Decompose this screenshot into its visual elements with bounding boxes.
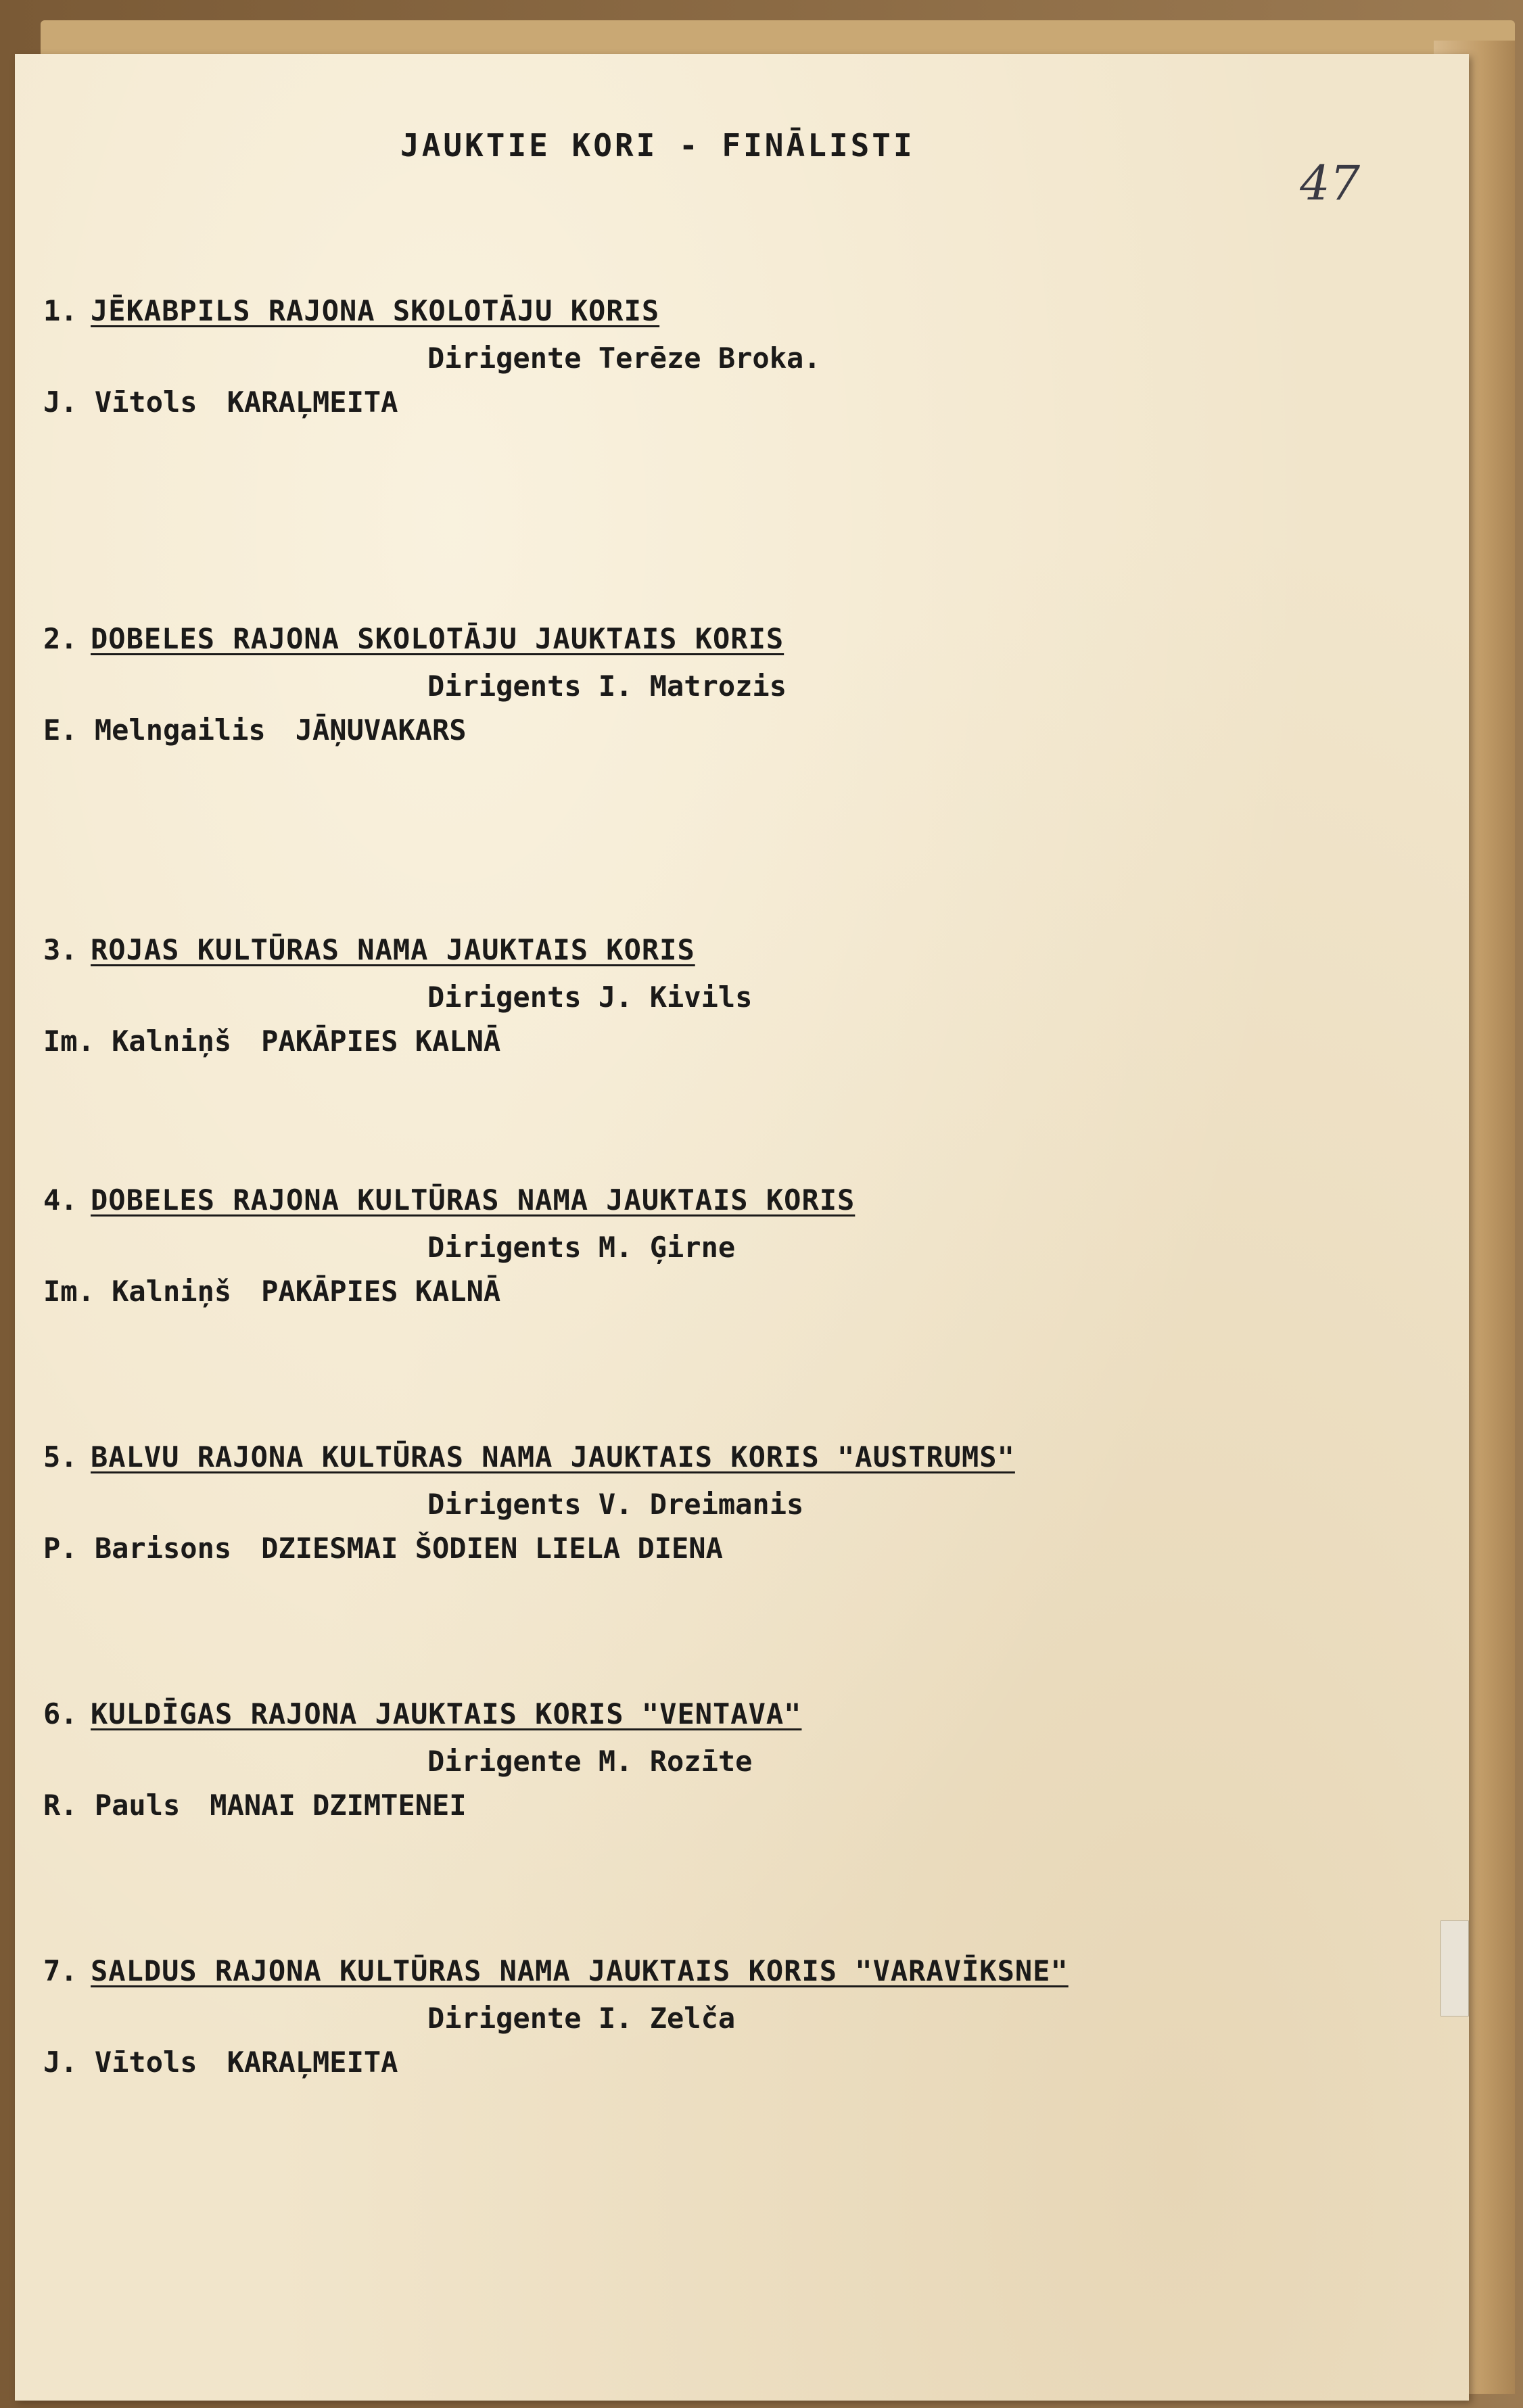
page-title: JAUKTIE KORI - FINĀLISTI	[400, 127, 915, 164]
repertoire-line	[43, 385, 398, 419]
song-title: KARAĻMEITA	[227, 2046, 398, 2079]
composer: J. Vītols	[43, 385, 197, 419]
repertoire-line	[43, 1789, 467, 1822]
choir-name: KULDĪGAS RAJONA JAUKTAIS KORIS "VENTAVA"	[91, 1697, 802, 1730]
choir-entry	[15, 1954, 1435, 2157]
choir-name: SALDUS RAJONA KULTŪRAS NAMA JAUKTAIS KORIS "VARAVĪKSNE"	[91, 1954, 1069, 1987]
conductor: Dirigente M. Rozīte	[427, 1745, 753, 1778]
choir-entry	[15, 1183, 1435, 1386]
composer: P. Barisons	[43, 1532, 232, 1565]
conductor: Dirigents J. Kivils	[427, 981, 753, 1014]
entry-number: 4.	[43, 1183, 78, 1217]
choir-name: JĒKABPILS RAJONA SKOLOTĀJU KORIS	[91, 294, 660, 327]
choir-entry	[15, 622, 1435, 825]
conductor: Dirigents I. Matrozis	[427, 669, 787, 703]
document-page	[15, 54, 1469, 2401]
choir-name: DOBELES RAJONA SKOLOTĀJU JAUKTAIS KORIS	[91, 622, 784, 655]
conductor: Dirigents M. Ģirne	[427, 1231, 736, 1264]
choir-name: ROJAS KULTŪRAS NAMA JAUKTAIS KORIS	[91, 933, 695, 966]
composer: J. Vītols	[43, 2046, 197, 2079]
choir-entry	[15, 1697, 1435, 1900]
repertoire-line	[43, 713, 467, 747]
song-title: DZIESMAI ŠODIEN LIELA DIENA	[261, 1532, 723, 1565]
entry-number: 2.	[43, 622, 78, 655]
entry-number: 7.	[43, 1954, 78, 1987]
composer: Im. Kalniņš	[43, 1275, 232, 1308]
repertoire-line	[43, 1532, 723, 1565]
entry-number: 6.	[43, 1697, 78, 1730]
song-title: PAKĀPIES KALNĀ	[261, 1275, 501, 1308]
entry-number: 3.	[43, 933, 78, 966]
composer: Im. Kalniņš	[43, 1024, 232, 1058]
handwritten-page-number: 47	[1300, 156, 1361, 211]
repertoire-line	[43, 2046, 398, 2079]
song-title: PAKĀPIES KALNĀ	[261, 1024, 501, 1058]
song-title: JĀŅUVAKARS	[295, 713, 467, 747]
repertoire-line	[43, 1275, 500, 1308]
choir-name: BALVU RAJONA KULTŪRAS NAMA JAUKTAIS KORIS "AUSTRUMS"	[91, 1440, 1015, 1473]
composer: R. Pauls	[43, 1789, 181, 1822]
entry-number: 5.	[43, 1440, 78, 1473]
choir-name: DOBELES RAJONA KULTŪRAS NAMA JAUKTAIS KORIS	[91, 1183, 856, 1217]
paper-tab	[1440, 1920, 1469, 2016]
song-title: KARAĻMEITA	[227, 385, 398, 419]
entry-number: 1.	[43, 294, 78, 327]
composer: E. Melngailis	[43, 713, 266, 747]
choir-entry	[15, 1440, 1435, 1643]
conductor: Dirigente I. Zelča	[427, 2002, 736, 2035]
repertoire-line	[43, 1024, 500, 1058]
conductor: Dirigents V. Dreimanis	[427, 1488, 804, 1521]
conductor: Dirigente Terēze Broka.	[427, 341, 821, 375]
choir-entry	[15, 294, 1435, 497]
choir-entry	[15, 933, 1435, 1136]
song-title: MANAI DZIMTENEI	[210, 1789, 467, 1822]
